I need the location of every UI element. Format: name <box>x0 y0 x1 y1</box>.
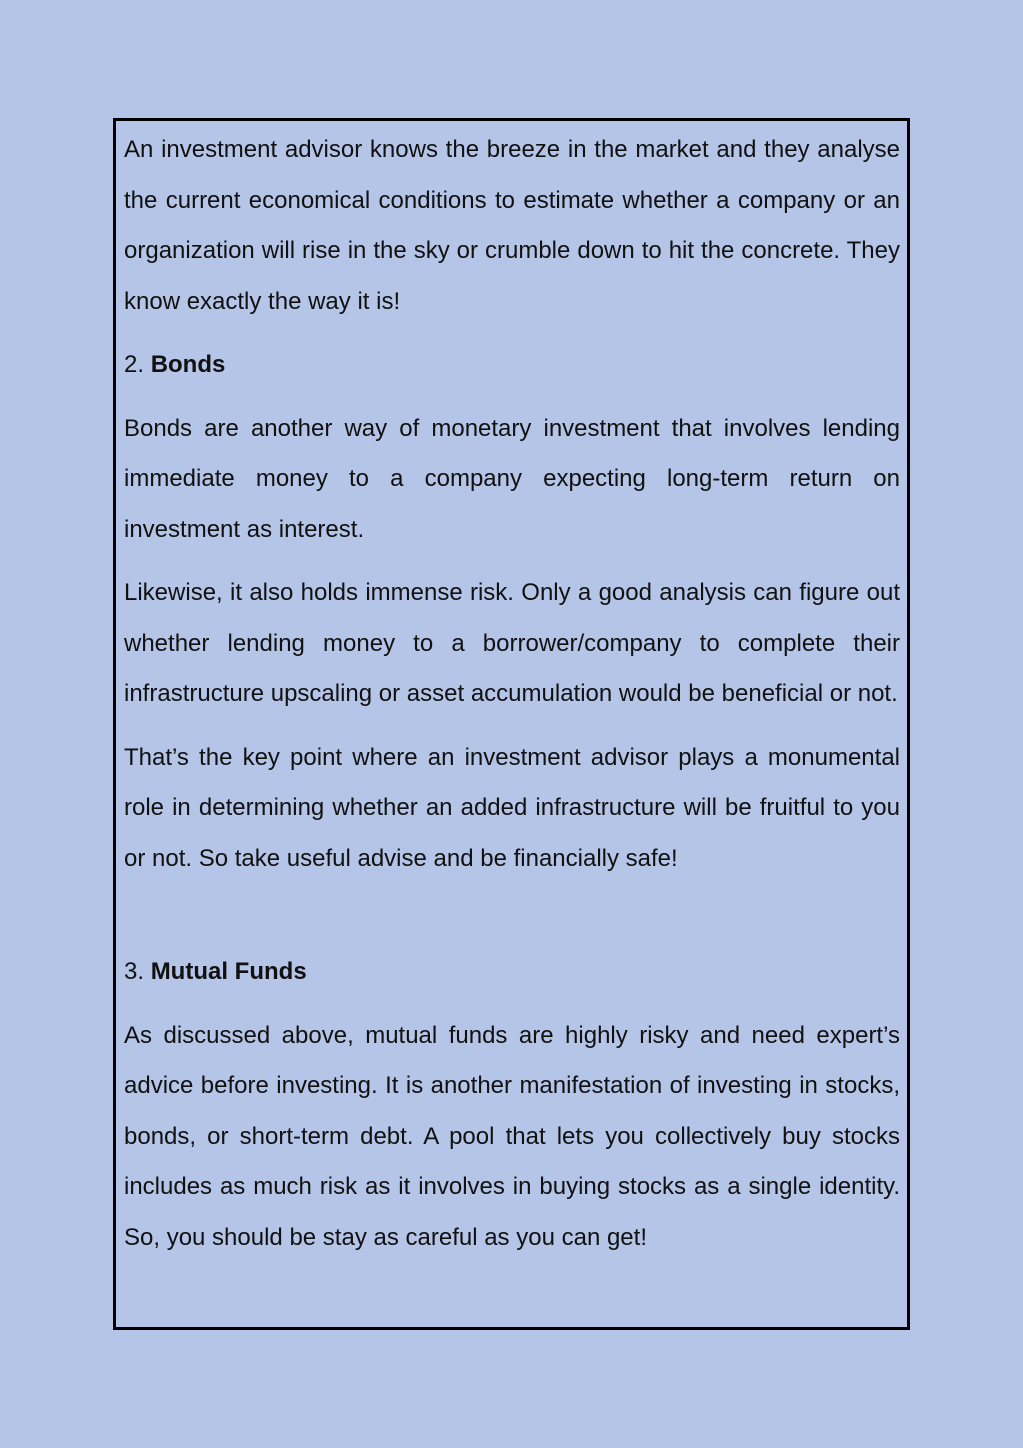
section-number: 2. <box>124 351 145 378</box>
section-heading-mutual-funds <box>124 947 900 998</box>
content-frame <box>113 118 910 1330</box>
bonds-paragraph-2: Likewise, it also holds immense risk. Only a good analysis can figure out whether lending money to a borrower/company to complete their infrastructure upscaling or asset accumulation would be beneficial or not. <box>124 579 900 707</box>
document-body <box>116 121 907 1263</box>
mutual-funds-paragraph-1: As discussed above, mutual funds are highly risky and need expert’s advice before investing. It is another manifestation of investing in stocks, bonds, or short-term debt. A pool that lets you collectively buy stocks includes as much risk as it involves in buying stocks as a single identity. So, you should be stay as careful as you can get! <box>124 1021 900 1251</box>
bonds-paragraph-3: That’s the key point where an investment advisor plays a monumental role in determining whether an added infrastructure will be fruitful to you or not. So take useful advise and be financially safe! <box>124 743 900 872</box>
blank-line <box>124 897 900 947</box>
intro-paragraph: An investment advisor knows the breeze in the market and they analyse the current economical conditions to estimate whether a company or an organization will rise in the sky or crumble down to hit the concrete. They know exactly the way it is! <box>124 136 900 315</box>
section-title: Mutual Funds <box>150 958 307 985</box>
section-title: Bonds <box>150 351 226 378</box>
bonds-paragraph-1: Bonds are another way of monetary investment that involves lending immediate money to a company expecting long-term return on investment as interest. <box>124 414 900 543</box>
section-number: 3. <box>124 958 145 985</box>
section-heading-bonds <box>124 340 900 391</box>
